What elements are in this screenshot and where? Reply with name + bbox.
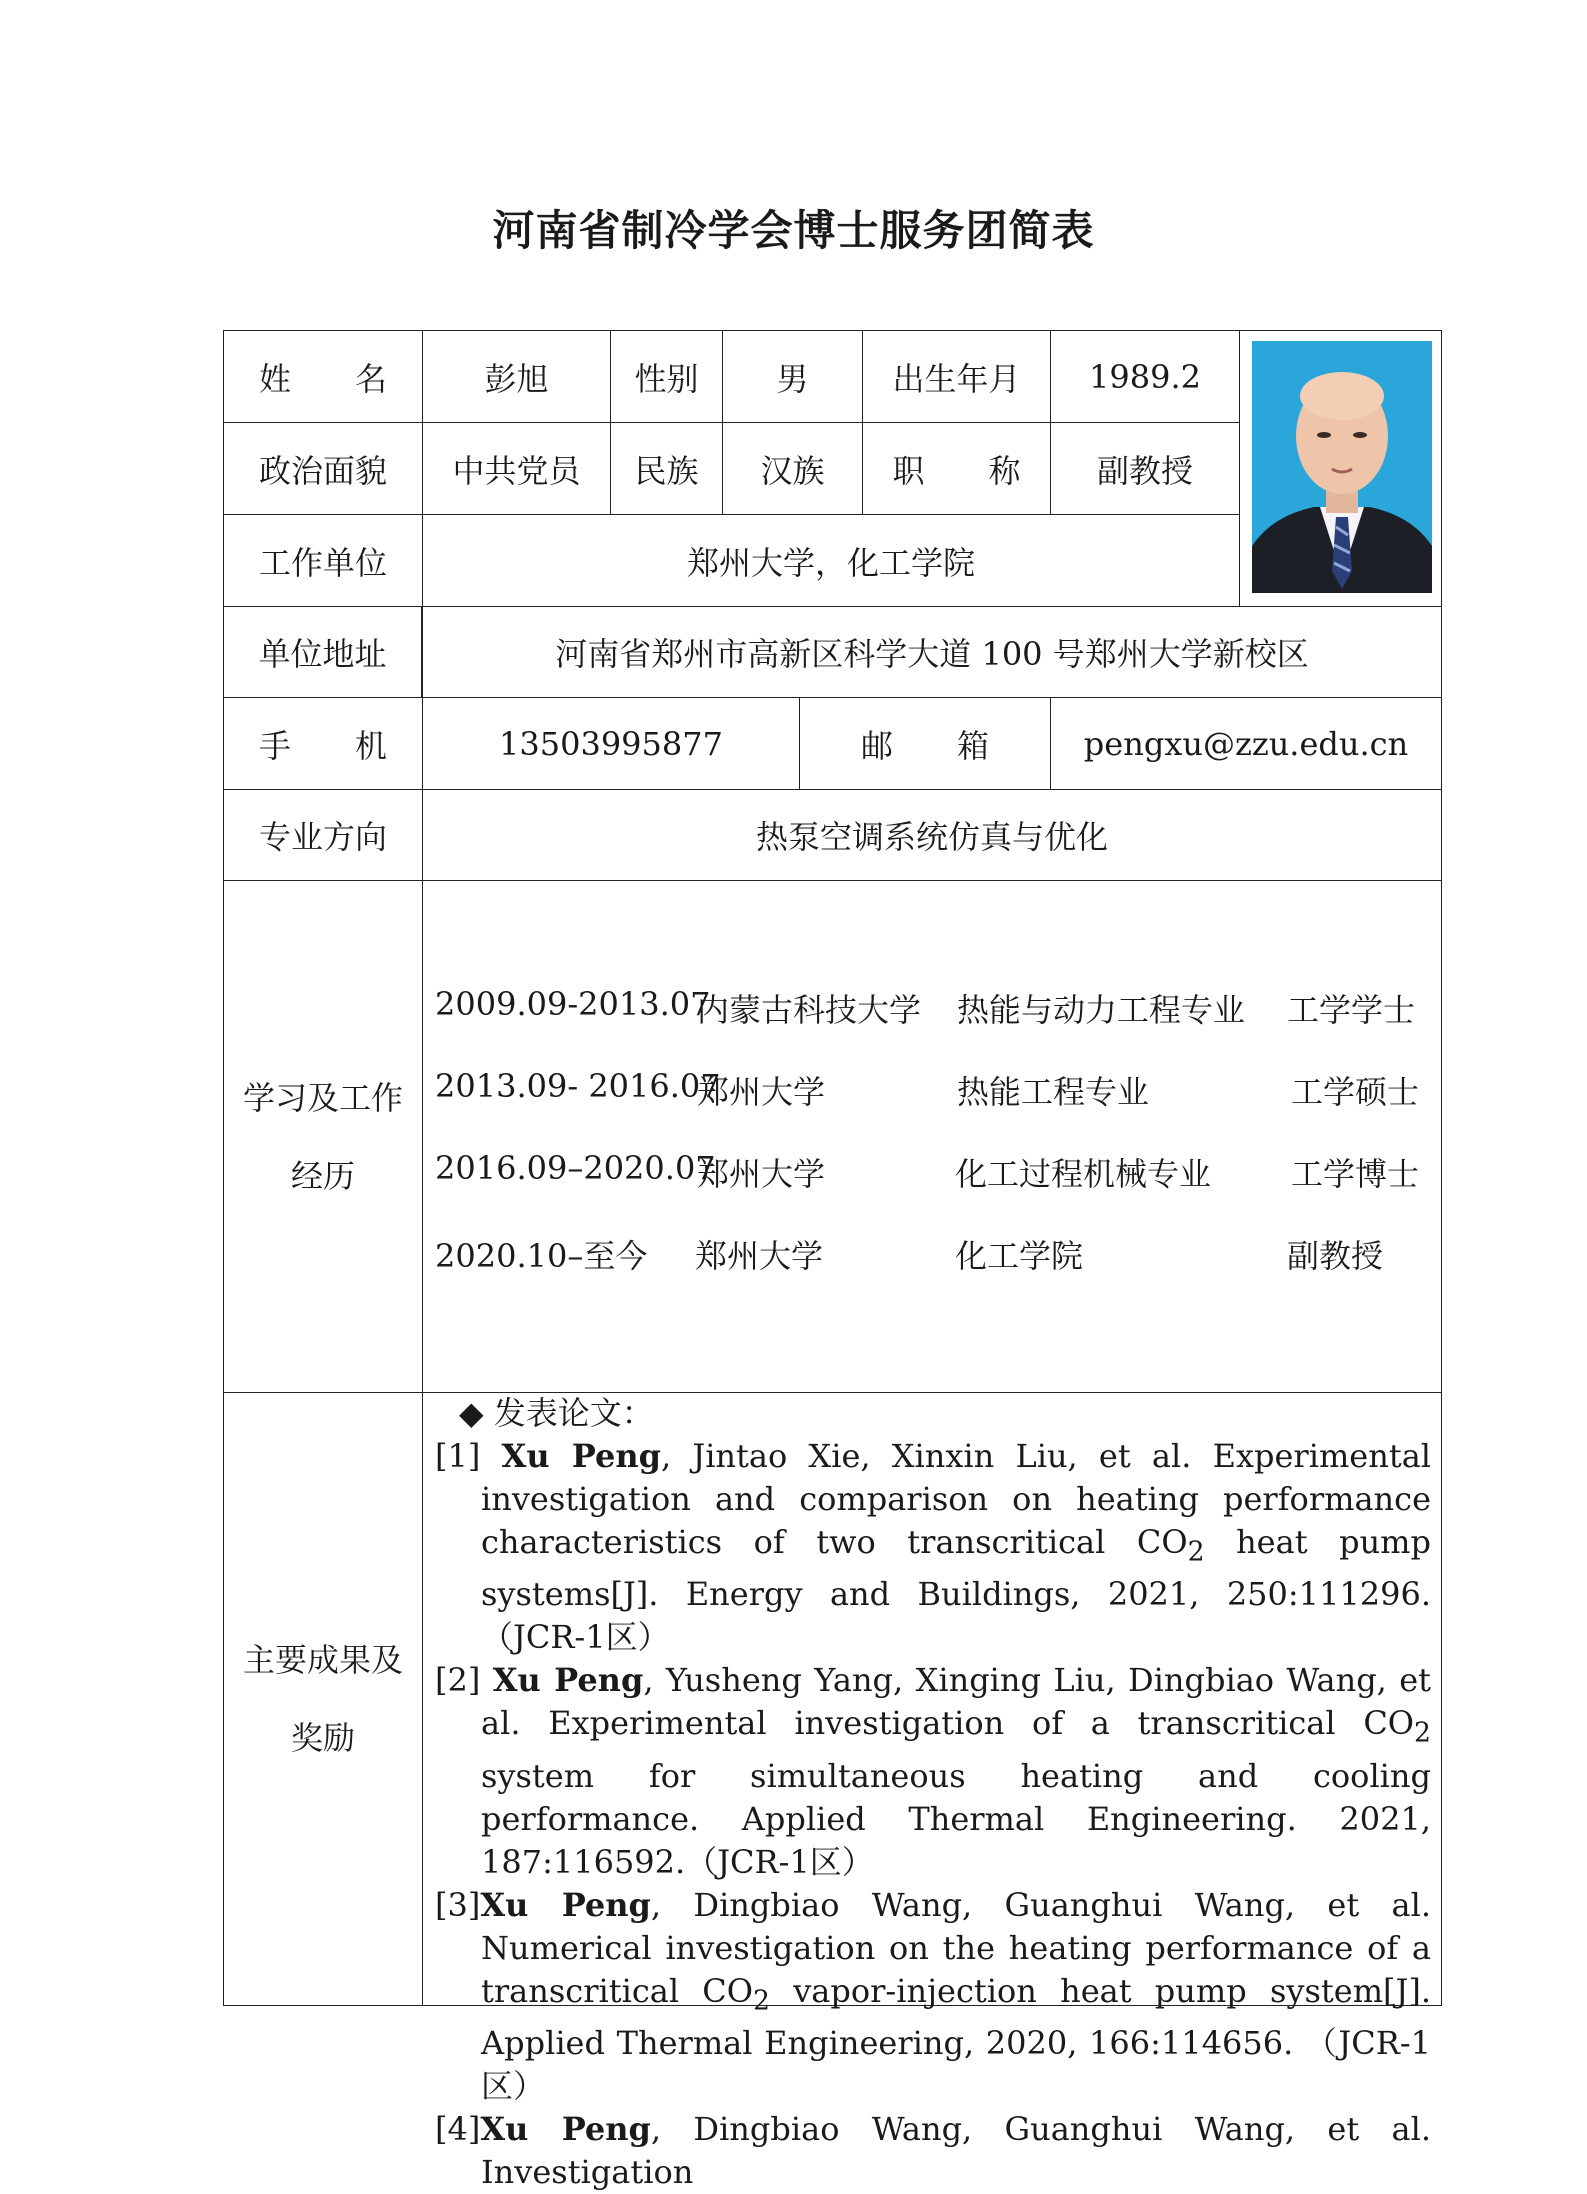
experience-org: 郑州大学 xyxy=(697,1073,826,1111)
publication-number: [3] xyxy=(435,1885,481,1924)
page-title: 河南省制冷学会博士服务团简表 xyxy=(492,206,1095,255)
experience-org: 内蒙古科技大学 xyxy=(697,991,922,1029)
label-rank: 职 称 xyxy=(862,422,1050,514)
value-gender: 男 xyxy=(722,330,862,422)
publication-text-end: vapor-injection heat pump system[J]. Applied Thermal Engineering, 2020, 166:114656. （JCR-1区） xyxy=(481,1971,1432,2106)
publications-list xyxy=(435,1392,1431,2194)
publication-item xyxy=(435,1435,1431,1659)
photo-cell xyxy=(1239,330,1442,606)
publication-number: [2] xyxy=(435,1661,493,1700)
publication-text: , Dingbiao Wang, Guanghui Wang, et al. Investigation xyxy=(481,2110,1432,2192)
publication-number: [4] xyxy=(435,2110,481,2149)
experience-degree: 工学学士 xyxy=(1287,991,1416,1029)
label-major: 专业方向 xyxy=(223,789,422,880)
value-name: 彭旭 xyxy=(422,330,610,422)
experience-field: 化工过程机械专业 xyxy=(955,1155,1212,1193)
experience-degree: 工学博士 xyxy=(1291,1155,1420,1193)
label-achievements-line2: 奖励 xyxy=(290,1719,355,1757)
profile-table xyxy=(223,330,1442,2192)
label-experience-line1: 学习及工作 xyxy=(242,1078,403,1117)
label-experience xyxy=(223,880,422,1392)
experience-cell xyxy=(422,880,1442,1392)
publication-item xyxy=(435,2108,1431,2194)
value-address: 河南省郑州市高新区科学大道 100 号郑州大学新校区 xyxy=(422,606,1442,697)
publication-text-end: heat pump systems[J]. Energy and Buildings, 2021, 250:111296.（JCR-1区） xyxy=(481,1523,1431,1657)
label-email: 邮 箱 xyxy=(799,697,1050,789)
portrait-image xyxy=(1252,341,1432,593)
publication-text: , Jintao Xie, Xinxin Liu, et al. Experimental investigation and comparison on heating performance characteristics of two transcritical CO xyxy=(481,1437,1432,1561)
label-mobile: 手 机 xyxy=(223,697,422,789)
publication-author: Xu Peng xyxy=(480,1885,651,1924)
publications-heading: ◆ 发表论文： xyxy=(459,1394,654,1432)
publication-number: [1] xyxy=(435,1437,502,1475)
publication-author: Xu Peng xyxy=(501,1437,661,1475)
label-address: 单位地址 xyxy=(223,606,422,697)
profile-photo xyxy=(1252,341,1432,593)
experience-period: 2016.09–2020.07 xyxy=(435,1149,716,1187)
value-rank: 副教授 xyxy=(1050,422,1239,514)
value-birth: 1989.2 xyxy=(1050,330,1239,422)
experience-period: 2013.09- 2016.07 xyxy=(435,1067,721,1105)
experience-degree: 工学硕士 xyxy=(1291,1073,1420,1111)
experience-org: 郑州大学 xyxy=(697,1155,826,1193)
label-achievements-line1: 主要成果及 xyxy=(242,1641,403,1679)
label-name: 姓 名 xyxy=(223,330,422,422)
experience-field: 热能与动力工程专业 xyxy=(957,991,1246,1029)
publication-author: Xu Peng xyxy=(492,1661,644,1700)
label-experience-line2: 经历 xyxy=(290,1156,355,1195)
experience-degree: 副教授 xyxy=(1287,1237,1384,1275)
value-political: 中共党员 xyxy=(422,422,610,514)
value-major: 热泵空调系统仿真与优化 xyxy=(422,789,1442,880)
label-political: 政治面貌 xyxy=(223,422,422,514)
publication-text-end: system for simultaneous heating and cooling performance. Applied Thermal Engineering. 2021, 187:116592.（JCR-1区） xyxy=(481,1756,1431,1881)
value-ethnicity: 汉族 xyxy=(722,422,862,514)
publication-subscript: 2 xyxy=(1187,1536,1205,1568)
experience-field: 热能工程专业 xyxy=(957,1073,1150,1111)
value-email: pengxu@zzu.edu.cn xyxy=(1050,697,1442,789)
label-gender: 性别 xyxy=(610,330,722,422)
publication-item xyxy=(435,1884,1431,2108)
experience-period: 2009.09-2013.07 xyxy=(435,985,711,1023)
publication-subscript: 2 xyxy=(1414,1717,1431,1749)
publication-text: , Yusheng Yang, Xinging Liu, Dingbiao Wang, et al. Experimental investigation of a transcritical CO xyxy=(481,1661,1431,1743)
publication-subscript: 2 xyxy=(753,1985,770,2017)
publication-text: , Dingbiao Wang, Guanghui Wang, et al. Numerical investigation on the heating performance of a transcritical CO xyxy=(481,1885,1432,2010)
publication-item xyxy=(435,1659,1431,1883)
label-ethnicity: 民族 xyxy=(610,422,722,514)
label-employer: 工作单位 xyxy=(223,514,422,606)
experience-org: 郑州大学 xyxy=(695,1237,824,1275)
experience-period: 2020.10–至今 xyxy=(435,1237,648,1275)
value-employer: 郑州大学，化工学院 xyxy=(422,514,1239,606)
experience-field: 化工学院 xyxy=(955,1237,1084,1275)
label-achievements xyxy=(223,1392,422,2006)
label-birth: 出生年月 xyxy=(862,330,1050,422)
publication-author: Xu Peng xyxy=(480,2110,651,2149)
value-mobile: 13503995877 xyxy=(422,697,799,789)
